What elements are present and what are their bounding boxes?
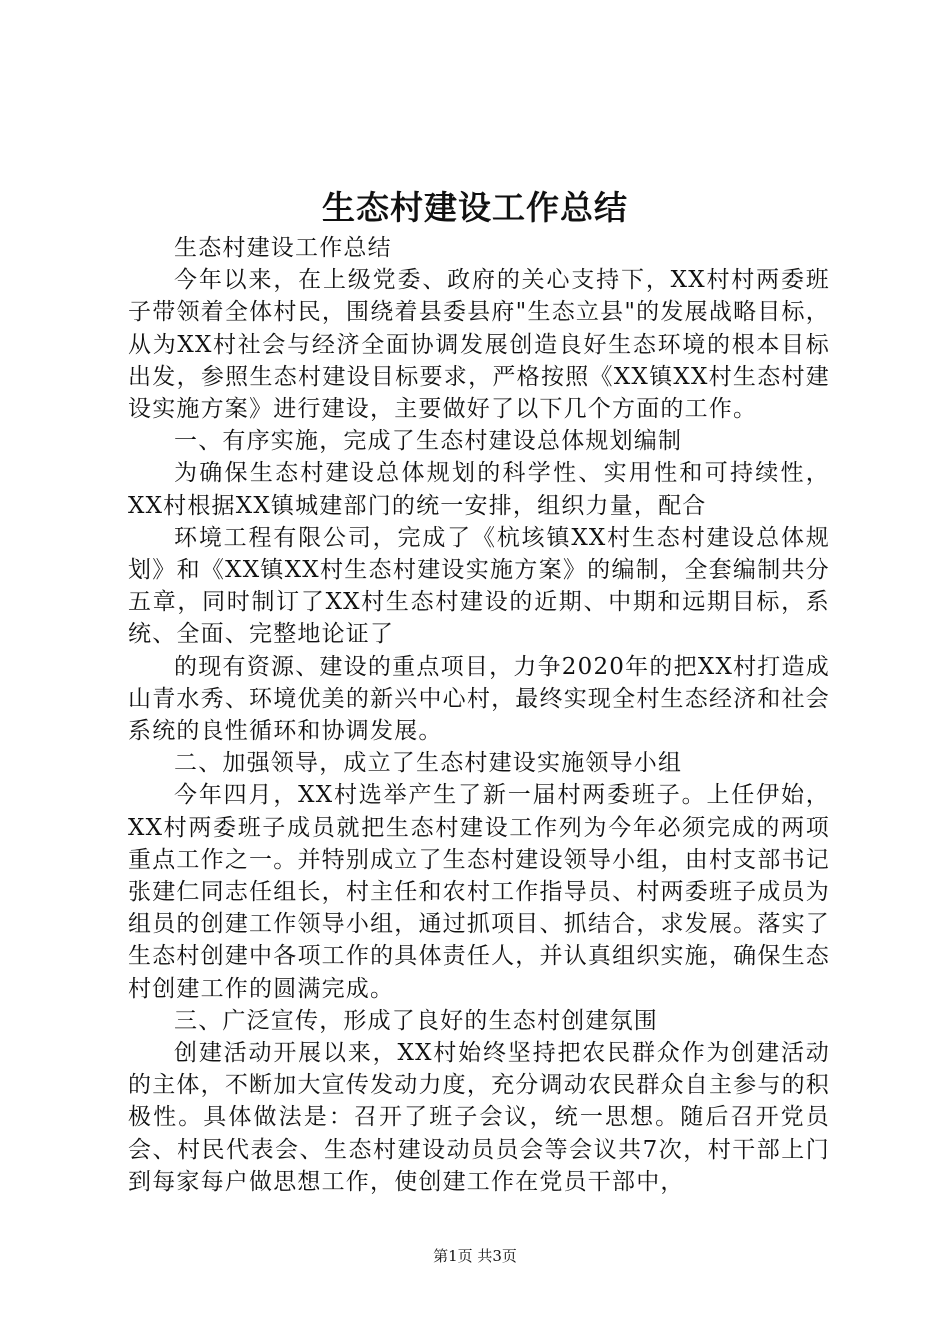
paragraph: 今年四月，XX村选举产生了新一届村两委班子。上任伊始，XX村两委班子成员就把生态村建设工作列为今年必须完成的两项重点工作之一。并特别成立了生态村建设领导小组，由村支部书记张建仁同志任组长，村主任和农村工作指导员、村两委班子成员为组员的创建工作领导小组，通过抓项目、抓结合，求发展。落实了生态村创建中各项工作的具体责任人，并认真组织实施，确保生态村创建工作的圆满完成。 <box>128 782 830 1002</box>
section-heading-2: 二、加强领导，成立了生态村建设实施领导小组 <box>174 750 683 777</box>
section-heading-1: 一、有序实施，完成了生态村建设总体规划编制 <box>174 428 683 455</box>
document-title: 生态村建设工作总结 <box>322 188 628 227</box>
paragraph: 为确保生态村建设总体规划的科学性、实用性和可持续性，XX村根据XX镇城建部门的统一安排，组织力量，配合 <box>128 460 830 519</box>
paragraph: 创建活动开展以来，XX村始终坚持把农民群众作为创建活动的主体，不断加大宣传发动力度，充分调动农民群众自主参与的积极性。具体做法是：召开了班子会议，统一思想。随后召开党员会、村民代表会、生态村建设动员员会等会议共7次，村干部上门到每家每户做思想工作，使创建工作在党员干部中， <box>128 1040 830 1195</box>
paragraph-intro: 今年以来，在上级党委、政府的关心支持下，XX村村两委班子带领着全体村民，围绕着县委县府"生态立县"的发展战略目标，从为XX村社会与经济全面协调发展创造良好生态环境的根本目标出发，参照生态村建设目标要求，严格按照《XX镇XX村生态村建设实施方案》进行建设，主要做好了以下几个方面的工作。 <box>128 267 830 423</box>
page-footer: 第1页 共3页 <box>433 1247 517 1265</box>
section-heading-3: 三、广泛宣传，形成了良好的生态村创建氛围 <box>174 1007 658 1034</box>
paragraph: 环境工程有限公司，完成了《杭垓镇XX村生态村建设总体规划》和《XX镇XX村生态村建设实施方案》的编制，全套编制共分五章，同时制订了XX村生态村建设的近期、中期和远期目标，系统、全面、完整地论证了 <box>128 524 830 648</box>
paragraph: 的现有资源、建设的重点项目，力争2020年的把XX村打造成山青水秀、环境优美的新兴中心村，最终实现全村生态经济和社会系统的良性循环和协调发展。 <box>128 653 830 745</box>
paragraph-heading: 生态村建设工作总结 <box>174 235 392 261</box>
document-body <box>128 232 830 1198</box>
